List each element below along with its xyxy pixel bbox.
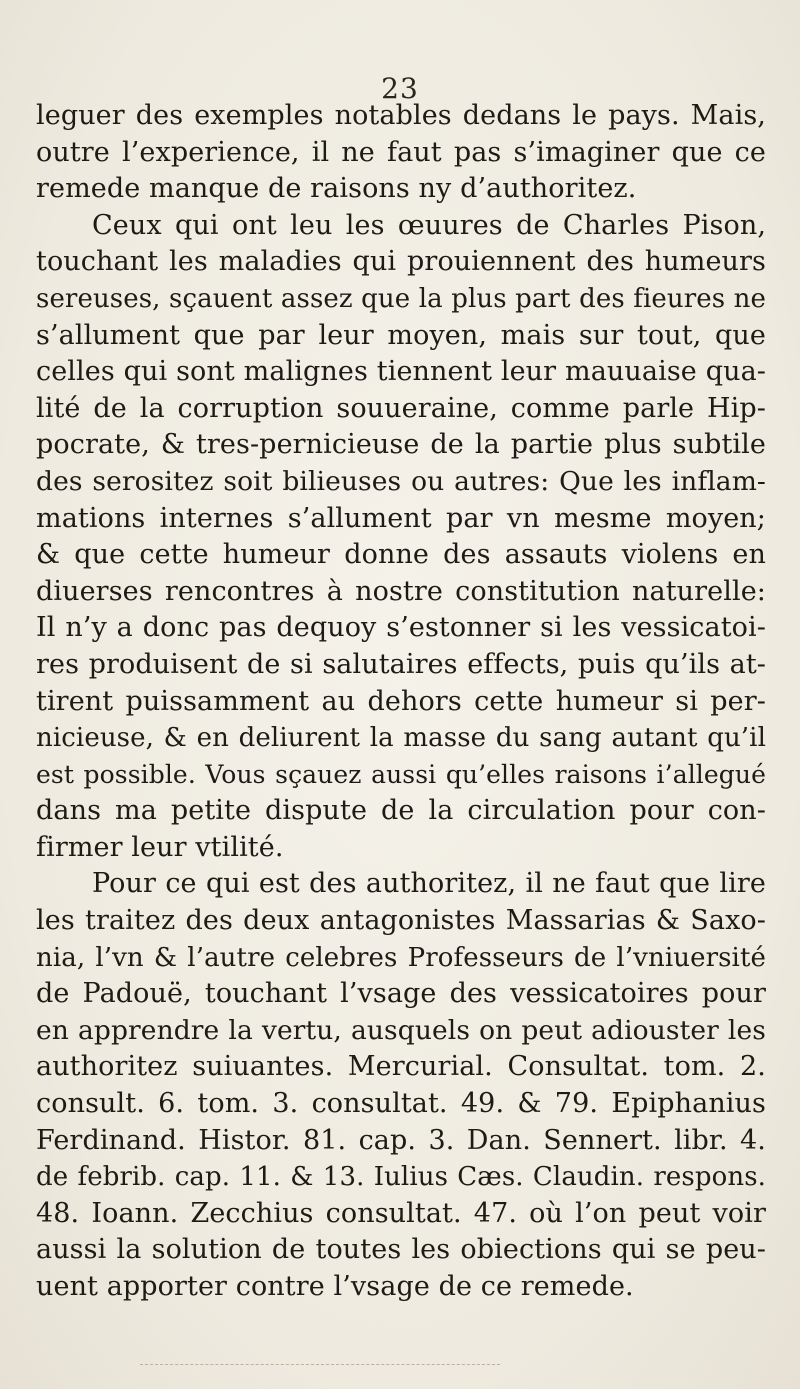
text-line: sereuses, sçauent assez que la plus part des fieures ne — [36, 283, 766, 314]
text-line: mations internes s’allument par vn mesme moyen; — [36, 502, 766, 534]
text-line: firmer leur vtilité. — [36, 831, 284, 863]
text-line: remede manque de raisons ny d’authoritez. — [36, 173, 637, 205]
text-line: aussi la solution de toutes les obiections qui se peu- — [36, 1234, 766, 1266]
text-line: 48. Ioann. Zecchius consultat. 47. où l’on peut voir — [36, 1197, 766, 1229]
text-line: celles qui sont malignes tiennent leur mauuaise qua- — [36, 356, 766, 388]
text-line: nicieuse, & en deliurent la masse du sang autant qu’il — [36, 723, 766, 754]
text-line: nia, l’vn & l’autre celebres Professeurs de l’vniuersité — [36, 942, 766, 973]
text-line: de febrib. cap. 11. & 13. Iulius Cæs. Claudin. respons. — [36, 1162, 766, 1193]
text-line: tirent puissamment au dehors cette humeur si per- — [36, 685, 766, 717]
body-text — [36, 98, 766, 1306]
footer-rule — [140, 1364, 500, 1365]
text-line: consult. 6. tom. 3. consultat. 49. & 79. Epiphanius — [36, 1088, 766, 1120]
text-line: uent apporter contre l’vsage de ce remede. — [36, 1271, 634, 1302]
text-line: leguer des exemples notables dedans le pays. Mais, — [36, 100, 766, 131]
text-line: authoritez suiuantes. Mercurial. Consultat. tom. 2. — [36, 1051, 766, 1083]
text-line: lité de la corruption souueraine, comme parle Hip- — [36, 392, 766, 424]
text-line: dans ma petite dispute de la circulation pour con- — [36, 795, 766, 827]
text-line: de Padouë, touchant l’vsage des vessicatoires pour — [36, 978, 766, 1010]
text-line: s’allument que par leur moyen, mais sur tout, que — [36, 319, 766, 351]
page-number: 23 — [381, 72, 419, 105]
text-line: en apprendre la vertu, ausquels on peut adiouster les — [36, 1014, 766, 1046]
text-line: pocrate, & tres-pernicieuse de la partie plus subtile — [36, 429, 766, 461]
text-line: est possible. Vous sçauez aussi qu’elles raisons i’allegué — [36, 759, 766, 789]
text-line: Il n’y a donc pas dequoy s’estonner si les vessicatoi- — [36, 612, 766, 644]
paragraph-start-line: Ceux qui ont leu les œuures de Charles Pison, — [92, 209, 766, 241]
text-line: les traitez des deux antagonistes Massarias & Saxo- — [36, 905, 766, 937]
text-line: res produisent de si salutaires effects, puis qu’ils at- — [36, 648, 766, 680]
text-line: des serositez soit bilieuses ou autres: Que les inflam- — [36, 465, 766, 497]
text-line: touchant les maladies qui prouiennent des humeurs — [36, 246, 766, 278]
text-line: Ferdinand. Histor. 81. cap. 3. Dan. Sennert. libr. 4. — [36, 1124, 766, 1156]
text-line: diuerses rencontres à nostre constitution naturelle: — [36, 575, 766, 607]
paragraph-start-line: Pour ce qui est des authoritez, il ne faut que lire — [92, 868, 766, 900]
text-line: & que cette humeur donne des assauts violens en — [36, 539, 766, 571]
text-line: outre l’experience, il ne faut pas s’imaginer que ce — [36, 136, 766, 168]
